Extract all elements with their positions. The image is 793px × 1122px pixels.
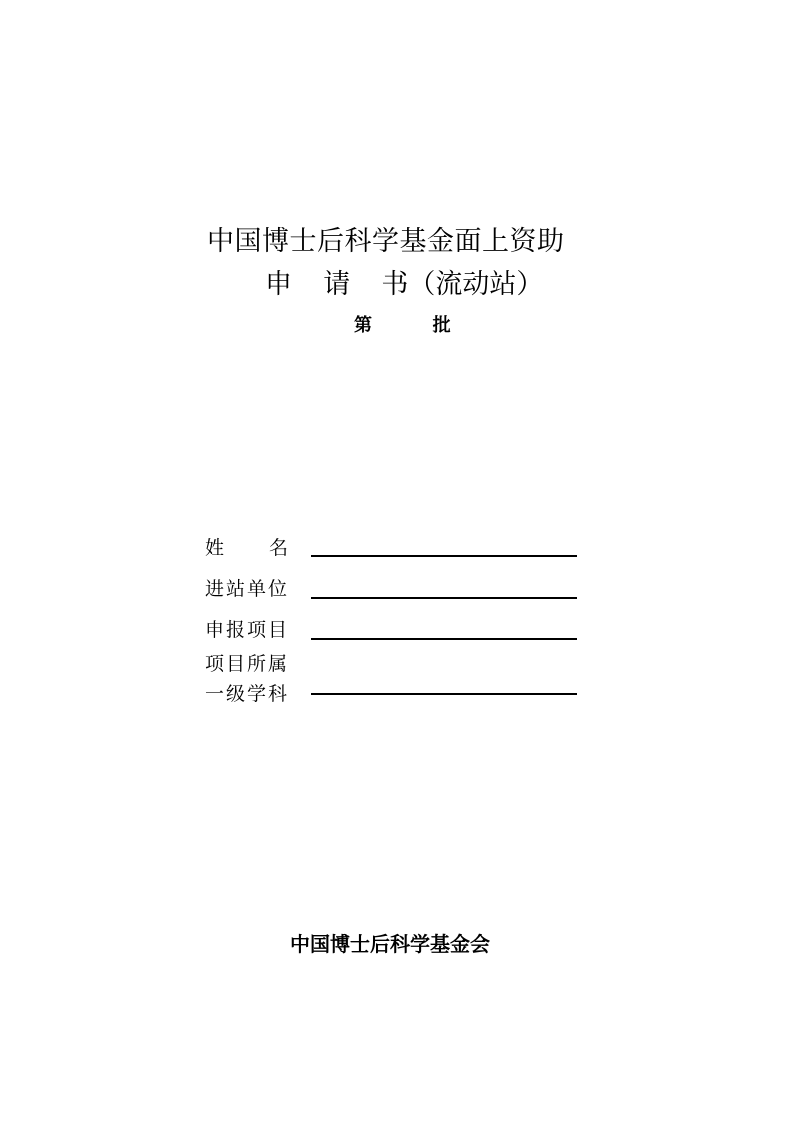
- issuing-organization: 中国博士后科学基金会: [290, 932, 490, 956]
- subtitle-char-shen: 申: [265, 269, 292, 300]
- discipline-field: [205, 651, 585, 707]
- name-label-first: 姓: [205, 537, 225, 559]
- document-title: 中国博士后科学基金面上资助: [207, 226, 565, 257]
- discipline-label-line1: 项目所属: [205, 653, 290, 675]
- subtitle-char-qing: 请: [323, 269, 351, 300]
- project-field: [205, 617, 585, 643]
- batch-prefix: 第: [354, 315, 372, 336]
- discipline-blank-line[interactable]: [311, 693, 577, 695]
- name-label-second: 名: [269, 537, 289, 559]
- project-blank-line[interactable]: [311, 638, 577, 640]
- subtitle-rest: 书（流动站）: [381, 269, 544, 300]
- name-blank-line[interactable]: [311, 555, 577, 557]
- unit-field: [205, 576, 585, 602]
- unit-blank-line[interactable]: [311, 597, 577, 599]
- name-field: [205, 535, 585, 561]
- unit-label: 进站单位: [205, 578, 290, 600]
- batch-suffix: 批: [432, 315, 451, 336]
- project-label: 申报项目: [205, 619, 290, 641]
- document-subtitle: [265, 267, 543, 303]
- batch-line: [354, 314, 451, 338]
- discipline-label-line2: 一级学科: [205, 683, 290, 705]
